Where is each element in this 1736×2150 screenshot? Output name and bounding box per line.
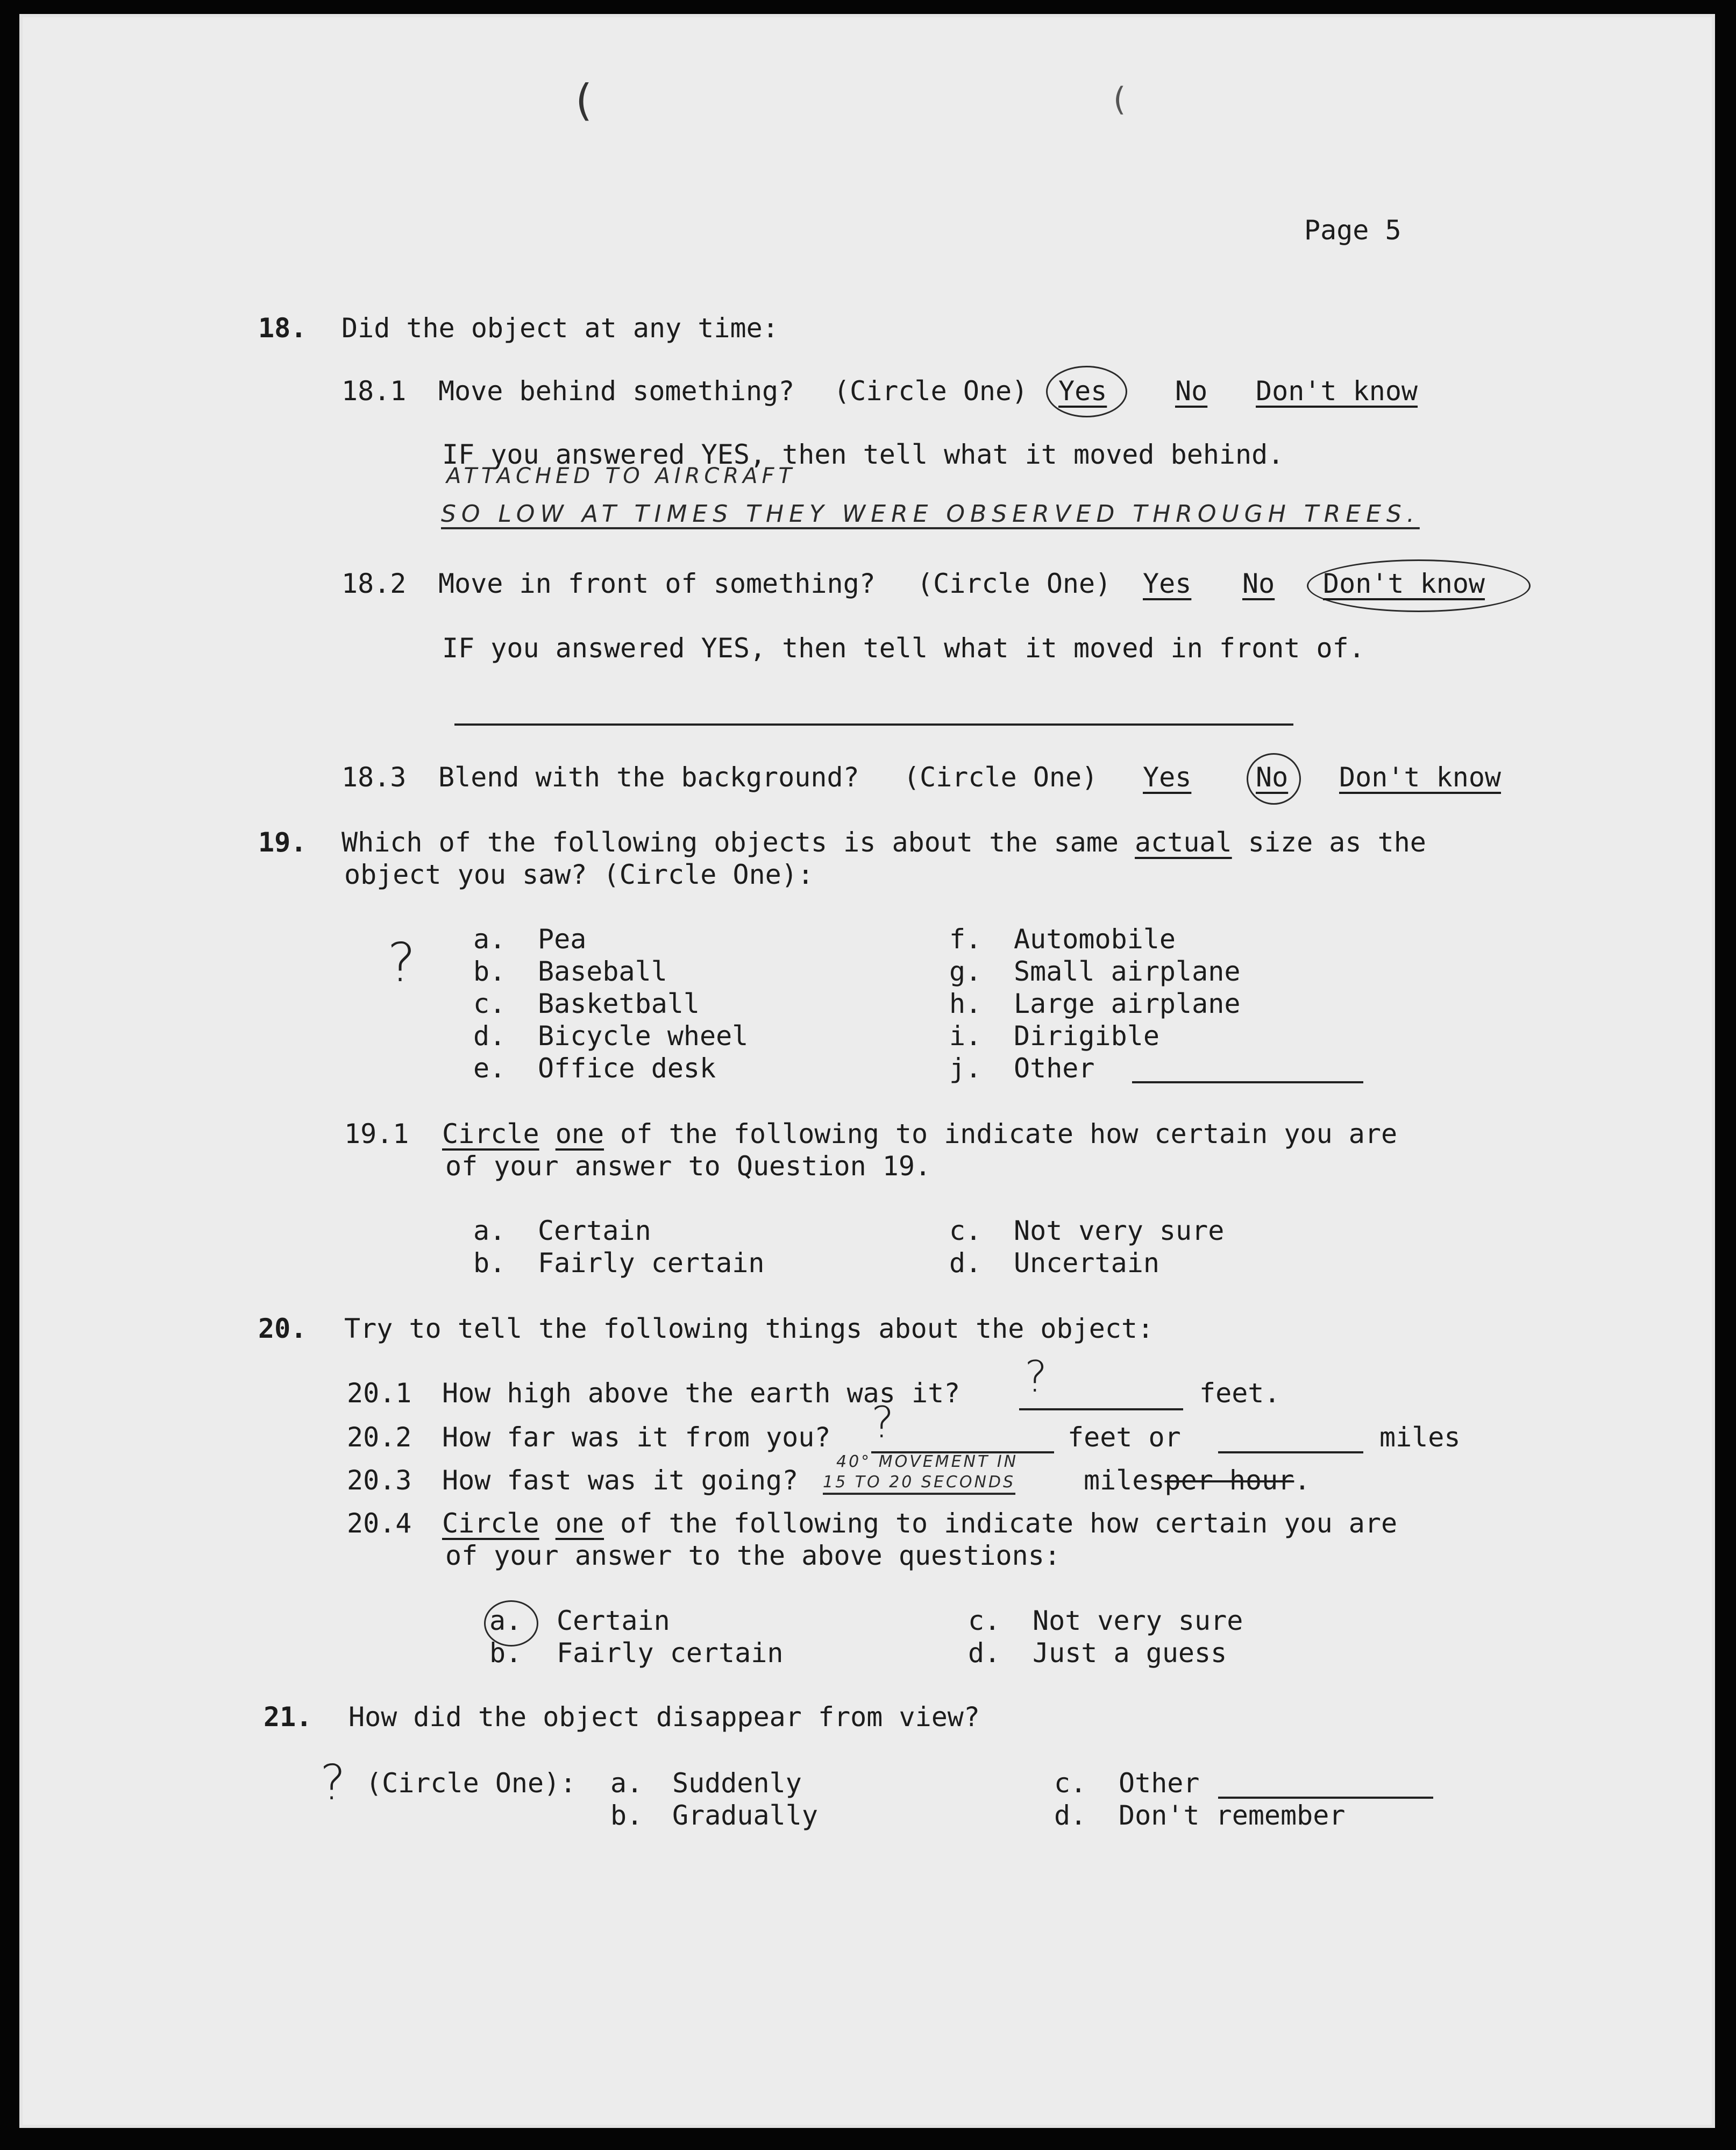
q20-1-answer-line[interactable]	[1019, 1408, 1183, 1410]
scan-mark: (	[575, 75, 593, 125]
q20-number: 20.	[258, 1313, 307, 1344]
q18-3-circle-one: (Circle One)	[903, 762, 1098, 793]
q21-other-answer-line[interactable]	[1218, 1797, 1433, 1799]
q20-3-number: 20.3	[347, 1465, 412, 1496]
q19-option-letter: h.	[949, 988, 982, 1019]
q18-3-number: 18.3	[341, 762, 407, 793]
q20-4-text-one: one	[555, 1508, 604, 1539]
q19-option-large-airplane[interactable]: Large airplane	[1014, 988, 1241, 1019]
q20-2-unit-feet: feet or	[1068, 1422, 1181, 1453]
q18-2-circle-one: (Circle One)	[917, 568, 1112, 599]
q20-2-unit-miles: miles	[1379, 1422, 1461, 1453]
q19-option-other[interactable]: Other	[1014, 1053, 1095, 1084]
q20-3-unit-struck: per hour	[1164, 1465, 1294, 1496]
q19-1-number: 19.1	[344, 1118, 409, 1149]
q18-3-dont-know-option[interactable]: Don't know	[1339, 762, 1502, 793]
q20-2-handwritten-answer: ?	[871, 1397, 894, 1447]
q21-option-other[interactable]: Other	[1119, 1768, 1200, 1799]
q19-text-emphasis: actual	[1135, 827, 1232, 858]
q19-option-office-desk[interactable]: Office desk	[538, 1053, 716, 1084]
q21-handwritten-question-mark: ?	[320, 1755, 346, 1811]
q19-option-pea[interactable]: Pea	[538, 924, 587, 955]
q19-1-text-circle: Circle	[442, 1118, 539, 1149]
q20-3-unit-miles: miles	[1084, 1465, 1165, 1496]
q20-4-text-line1	[442, 1507, 1397, 1539]
q19-1-text-line2: of your answer to Question 19.	[445, 1151, 931, 1182]
q21-option-letter: d.	[1054, 1800, 1087, 1831]
page-number: Page 5	[1304, 215, 1401, 246]
q19-1-text-one: one	[555, 1118, 604, 1149]
q18-2-number: 18.2	[341, 568, 407, 599]
q19-option-letter: j.	[949, 1053, 982, 1084]
q18-2-answer-line[interactable]	[454, 723, 1293, 726]
q19-number: 19.	[258, 827, 307, 858]
q18-3-yes-option[interactable]: Yes	[1143, 762, 1192, 793]
q19-1-option-not-very-sure[interactable]: Not very sure	[1014, 1215, 1225, 1246]
q19-other-answer-line[interactable]	[1132, 1081, 1363, 1083]
q19-option-letter: f.	[949, 924, 982, 955]
q19-option-letter: g.	[949, 956, 982, 987]
q19-1-text-line1	[442, 1118, 1397, 1150]
q18-2-followup: IF you answered YES, then tell what it moved in front of.	[442, 633, 1365, 664]
q21-option-letter: c.	[1054, 1768, 1087, 1799]
q20-text: Try to tell the following things about the object:	[344, 1313, 1154, 1344]
q18-2-dont-know-option[interactable]: Don't know	[1323, 568, 1485, 599]
q19-option-small-airplane[interactable]: Small airplane	[1014, 956, 1241, 987]
q20-3-unit	[1084, 1464, 1310, 1496]
q21-circle-one: (Circle One):	[366, 1768, 577, 1799]
q18-1-circle-one: (Circle One)	[834, 375, 1028, 407]
q20-4-option-letter: a.	[489, 1605, 522, 1636]
q20-4-text-rest: of the following to indicate how certain you are	[620, 1508, 1398, 1539]
q20-4-option-not-very-sure[interactable]: Not very sure	[1033, 1605, 1243, 1636]
q19-option-basketball[interactable]: Basketball	[538, 988, 700, 1019]
q20-4-text-circle: Circle	[442, 1508, 539, 1539]
q20-4-option-certain[interactable]: Certain	[557, 1605, 670, 1636]
q18-3-no-option[interactable]: No	[1256, 762, 1289, 793]
q20-1-handwritten-answer: ?	[1024, 1352, 1048, 1402]
q19-1-option-letter: b.	[473, 1247, 506, 1279]
q19-option-letter: d.	[473, 1020, 506, 1052]
q21-text: How did the object disappear from view?	[348, 1701, 980, 1733]
q18-2-no-option[interactable]: No	[1242, 568, 1275, 599]
q19-1-option-letter: a.	[473, 1215, 506, 1246]
q20-4-number: 20.4	[347, 1508, 412, 1539]
q19-1-option-letter: d.	[949, 1247, 982, 1279]
q18-1-dont-know-option[interactable]: Don't know	[1256, 375, 1418, 407]
q20-1-unit: feet.	[1199, 1378, 1280, 1409]
q20-4-option-fairly-certain[interactable]: Fairly certain	[557, 1637, 784, 1669]
q20-2-number: 20.2	[347, 1422, 412, 1453]
q18-1-handwritten-answer-1: ATTACHED TO AIRCRAFT	[446, 464, 796, 488]
q18-text: Did the object at any time:	[341, 313, 779, 344]
q20-4-option-letter: d.	[968, 1637, 1001, 1669]
q18-2-text: Move in front of something?	[438, 568, 876, 599]
q20-4-option-letter: c.	[968, 1605, 1001, 1636]
q20-1-text: How high above the earth was it?	[442, 1378, 961, 1409]
q20-3-handwritten-answer-bottom: 15 TO 20 SECONDS	[823, 1473, 1016, 1492]
q19-option-letter: c.	[473, 988, 506, 1019]
q20-3-unit-end: .	[1294, 1465, 1311, 1496]
q19-text-line1	[341, 826, 1426, 858]
q20-3-handwritten-answer-top: 40° MOVEMENT IN	[836, 1452, 1019, 1471]
q19-option-letter: b.	[473, 956, 506, 987]
q18-1-text: Move behind something?	[438, 375, 795, 407]
q19-option-dirigible[interactable]: Dirigible	[1014, 1020, 1159, 1052]
q19-option-letter: e.	[473, 1053, 506, 1084]
q19-option-bicycle-wheel[interactable]: Bicycle wheel	[538, 1020, 749, 1052]
q19-option-baseball[interactable]: Baseball	[538, 956, 667, 987]
q21-option-gradually[interactable]: Gradually	[672, 1800, 818, 1831]
q19-option-letter: i.	[949, 1020, 982, 1052]
q20-4-option-letter: b.	[489, 1637, 522, 1669]
q19-text-line2: object you saw? (Circle One):	[344, 859, 814, 890]
q21-option-letter: b.	[610, 1800, 643, 1831]
q19-1-text-rest: of the following to indicate how certain you are	[620, 1118, 1398, 1149]
q18-1-followup: IF you answered YES, then tell what it moved behind.	[442, 439, 1284, 470]
q20-2-miles-answer-line[interactable]	[1218, 1451, 1363, 1453]
q20-3-text: How fast was it going?	[442, 1465, 799, 1496]
q20-1-number: 20.1	[347, 1378, 412, 1409]
q18-2-yes-option[interactable]: Yes	[1143, 568, 1192, 599]
q19-1-option-letter: c.	[949, 1215, 982, 1246]
q19-1-option-certain[interactable]: Certain	[538, 1215, 651, 1246]
q19-handwritten-question-mark: ?	[387, 931, 416, 994]
q19-1-option-uncertain[interactable]: Uncertain	[1014, 1247, 1159, 1279]
q18-1-no-option[interactable]: No	[1175, 375, 1208, 407]
q19-1-option-fairly-certain[interactable]: Fairly certain	[538, 1247, 765, 1279]
q18-1-yes-option[interactable]: Yes	[1058, 375, 1107, 407]
q21-option-suddenly[interactable]: Suddenly	[672, 1768, 802, 1799]
q18-1-handwritten-answer-2: SO LOW AT TIMES THEY WERE OBSERVED THROUGH TREES.	[441, 500, 1420, 528]
q21-option-letter: a.	[610, 1768, 643, 1799]
q20-4-option-just-a-guess[interactable]: Just a guess	[1033, 1637, 1227, 1669]
q20-2-text: How far was it from you?	[442, 1422, 831, 1453]
q21-number: 21.	[264, 1701, 312, 1733]
q21-option-dont-remember[interactable]: Don't remember	[1119, 1800, 1346, 1831]
q18-number: 18.	[258, 313, 307, 344]
q19-text-part1: Which of the following objects is about the same	[341, 827, 1119, 858]
q19-option-automobile[interactable]: Automobile	[1014, 924, 1176, 955]
q18-3-text: Blend with the background?	[438, 762, 859, 793]
q19-text-part3: size as the	[1248, 827, 1426, 858]
q19-option-letter: a.	[473, 924, 506, 955]
scan-mark: (	[1113, 81, 1126, 118]
q20-4-text-line2: of your answer to the above questions:	[445, 1540, 1061, 1571]
q18-1-number: 18.1	[341, 375, 407, 407]
